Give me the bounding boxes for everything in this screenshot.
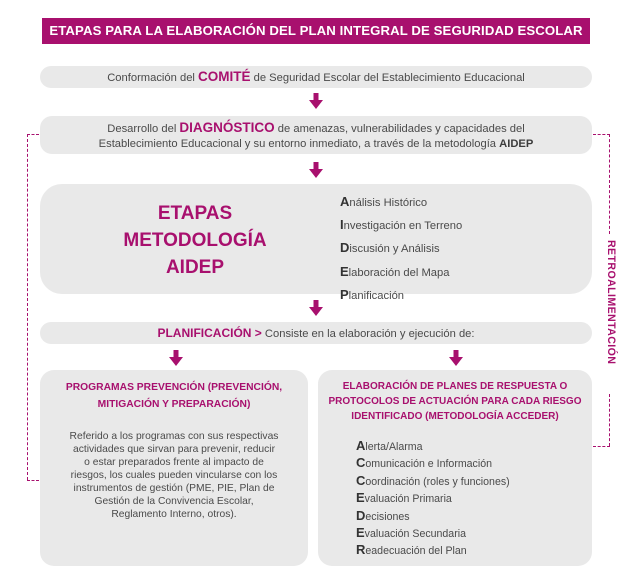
planificacion-step <box>40 322 592 344</box>
feedback-loop-line <box>609 134 610 234</box>
programas-heading-line: PROGRAMAS PREVENCIÓN (PREVENCIÓN, <box>65 382 283 393</box>
feedback-loop-line <box>27 480 39 481</box>
acceder-steps-list <box>356 438 510 560</box>
feedback-loop-line <box>27 134 28 480</box>
aidep-steps-list <box>340 191 462 307</box>
respuesta-heading-line: PROTOCOLOS DE ACTUACIÓN PARA CADA RIESGO <box>328 396 582 407</box>
aidep-title-line: METODOLOGÍA <box>123 230 267 251</box>
respuesta-heading-line: IDENTIFICADO (METODOLOGÍA ACCEDER) <box>351 411 559 422</box>
diagnostico-keyword: DIAGNÓSTICO <box>179 120 275 135</box>
programas-heading-line: MITIGACIÓN Y PREPARACIÓN) <box>97 399 251 410</box>
programas-body-line: instrumentos de gestión (PME, PIE, Plan de <box>73 483 275 494</box>
diagnostico-line2-bold: AIDEP <box>499 138 534 150</box>
comite-keyword: COMITÉ <box>198 69 251 84</box>
down-arrow-icon <box>309 162 323 178</box>
programas-body-line: riesgos, los cuales pueden vincularse con los <box>70 470 278 481</box>
title-banner: ETAPAS PARA LA ELABORACIÓN DEL PLAN INTEGRAL DE SEGURIDAD ESCOLAR <box>42 18 590 44</box>
down-arrow-icon <box>449 350 463 366</box>
comite-step <box>40 66 592 88</box>
feedback-loop-line <box>593 134 610 135</box>
feedback-label-text: RETROALIMENTACIÓN <box>605 240 617 365</box>
comite-text-before: Conformación del <box>107 72 199 84</box>
diagnostico-line2-text: Establecimiento Educacional y su entorno inmediato, a través de la metodología <box>98 138 500 150</box>
down-arrow-icon <box>169 350 183 366</box>
acceder-step-item: Evaluación Primaria <box>356 490 452 506</box>
programas-heading <box>52 379 296 413</box>
acceder-step-item: Decisiones <box>356 507 410 523</box>
acceder-step-item: Comunicación e Información <box>356 455 492 471</box>
feedback-loop-line <box>593 446 610 447</box>
feedback-label <box>604 240 618 390</box>
programas-body-line: actividades que sirvan para prevenir, reducir <box>72 444 276 455</box>
programas-body-line: Reglamento Interno, otros). <box>111 509 237 520</box>
acceder-step-item: Readecuación del Plan <box>356 542 467 558</box>
respuesta-heading-line: ELABORACIÓN DE PLANES DE RESPUESTA O <box>342 381 568 392</box>
diagnostico-line-1 <box>40 120 592 137</box>
acceder-step-item: Evaluación Secundaria <box>356 525 466 541</box>
aidep-step-item: Análisis Histórico <box>340 194 428 209</box>
diagnostico-text-before: Desarrollo del <box>107 123 180 135</box>
aidep-step-item: Elaboración del Mapa <box>340 263 450 279</box>
programas-description <box>52 430 296 521</box>
respuesta-heading <box>320 379 590 424</box>
aidep-step-item: Investigación en Terreno <box>340 217 463 233</box>
planificacion-keyword: PLANIFICACIÓN > <box>157 326 262 340</box>
planificacion-text: Consiste en la elaboración y ejecución de: <box>261 328 475 340</box>
comite-text-after: de Seguridad Escolar del Establecimiento Educacional <box>250 72 525 84</box>
aidep-title-line: ETAPAS <box>157 203 233 224</box>
diagnostico-step <box>40 116 592 154</box>
programas-body-line: Gestión de la Convivencia Escolar, <box>94 496 254 507</box>
aidep-step-item: Planificación <box>340 286 405 302</box>
acceder-step-item: Coordinación (roles y funciones) <box>356 472 510 488</box>
down-arrow-icon <box>309 300 323 316</box>
aidep-title <box>100 200 290 281</box>
aidep-title-line: AIDEP <box>165 257 225 278</box>
programas-body-line: o estar preparados frente al impacto de <box>84 457 264 468</box>
diagnostico-line-2 <box>40 137 592 152</box>
programas-body-line: Referido a los programas con sus respectivas <box>69 431 279 442</box>
down-arrow-icon <box>309 93 323 109</box>
acceder-step-item: Alerta/Alarma <box>356 438 423 453</box>
diagnostico-text-middle: de amenazas, vulnerabilidades y capacidades del <box>274 123 525 135</box>
feedback-loop-line <box>609 394 610 446</box>
feedback-loop-line <box>27 134 39 135</box>
aidep-step-item: Discusión y Análisis <box>340 240 440 256</box>
